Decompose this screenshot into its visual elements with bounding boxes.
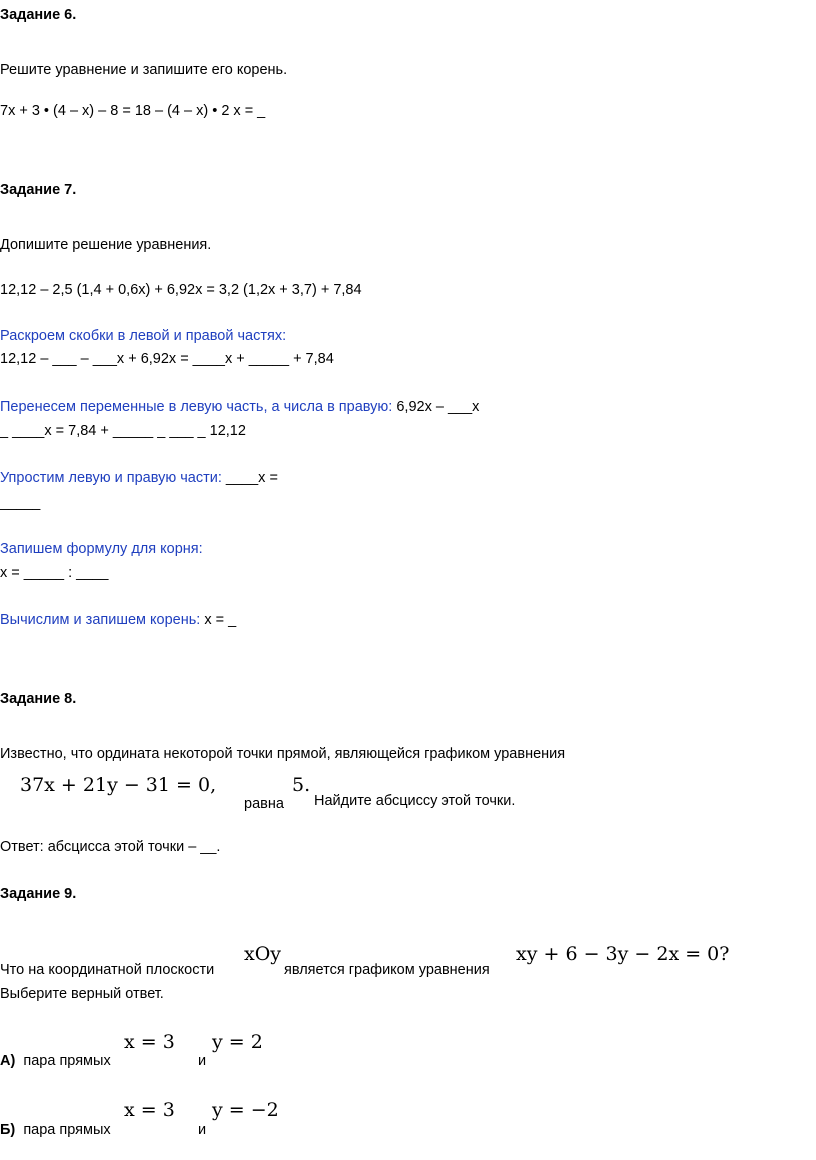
step2-label: Перенесем переменные в левую часть, а числа в правую:: [0, 399, 393, 415]
task9-question-part2: является графиком уравнения: [284, 962, 490, 978]
step2-line: _ ____x = 7,84 + _____ _ ___ _ 12,12: [0, 423, 246, 439]
optionB-and: и: [198, 1122, 207, 1138]
step3-tail: ____x =: [221, 470, 278, 486]
step5-row: [0, 611, 236, 629]
optionA-text: пара прямых: [23, 1053, 111, 1069]
optionB-row[interactable]: [0, 1121, 111, 1139]
optionA-formula-y: y = 2: [212, 1031, 263, 1053]
optionB-formula-x: x = 3: [124, 1099, 175, 1121]
task8-answer: Ответ: абсцисса этой точки – __.: [0, 839, 221, 855]
task9-choose: Выберите верный ответ.: [0, 986, 164, 1002]
task8-formula: 37x + 21y − 31 = 0,: [20, 774, 217, 796]
task7-prompt: Допишите решение уравнения.: [0, 237, 212, 253]
optionB-letter: Б): [0, 1122, 16, 1138]
step1-line: 12,12 – ___ – ___x + 6,92x = ____x + _____ + 7,84: [0, 351, 334, 367]
optionB-formula-y: y = −2: [212, 1099, 279, 1121]
task8-prompt: Известно, что ордината некоторой точки прямой, являющейся графиком уравнения: [0, 746, 566, 762]
optionA-letter: А): [0, 1053, 16, 1069]
task7-title: Задание 7.: [0, 182, 77, 198]
optionA-formula-x: x = 3: [124, 1031, 175, 1053]
task6-equation: 7x + 3 • (4 – x) – 8 = 18 – (4 – x) • 2 x = _: [0, 103, 266, 119]
step2-row: [0, 398, 479, 416]
optionB-text: пара прямых: [23, 1122, 111, 1138]
step4-line: x = _____ : ____: [0, 565, 109, 581]
optionA-row[interactable]: [0, 1052, 111, 1070]
task9-plane: xOy: [244, 943, 282, 965]
step2-tail: 6,92x – ___x: [392, 399, 480, 415]
task9-question-part1: Что на координатной плоскости: [0, 962, 215, 978]
task8-ravna: равна: [244, 796, 284, 812]
task7-equation: 12,12 – 2,5 (1,4 + 0,6x) + 6,92x = 3,2 (1,2x + 3,7) + 7,84: [0, 282, 362, 298]
step3-label: Упростим левую и правую части:: [0, 470, 222, 486]
step3-line: _____: [0, 495, 41, 511]
task8-value: 5.: [292, 774, 311, 796]
step4-label: Запишем формулу для корня:: [0, 541, 203, 557]
optionA-and: и: [198, 1053, 207, 1069]
task9-title: Задание 9.: [0, 886, 77, 902]
step5-tail: x = _: [200, 612, 237, 628]
step1-label: Раскроем скобки в левой и правой частях:: [0, 328, 287, 344]
task9-equation: xy + 6 − 3y − 2x = 0?: [516, 943, 730, 965]
task8-title: Задание 8.: [0, 691, 77, 707]
task6-title: Задание 6.: [0, 7, 77, 23]
task6-prompt: Решите уравнение и запишите его корень.: [0, 62, 288, 78]
step3-row: [0, 469, 278, 487]
task8-find: Найдите абсциссу этой точки.: [314, 793, 516, 809]
step5-label: Вычислим и запишем корень:: [0, 612, 201, 628]
